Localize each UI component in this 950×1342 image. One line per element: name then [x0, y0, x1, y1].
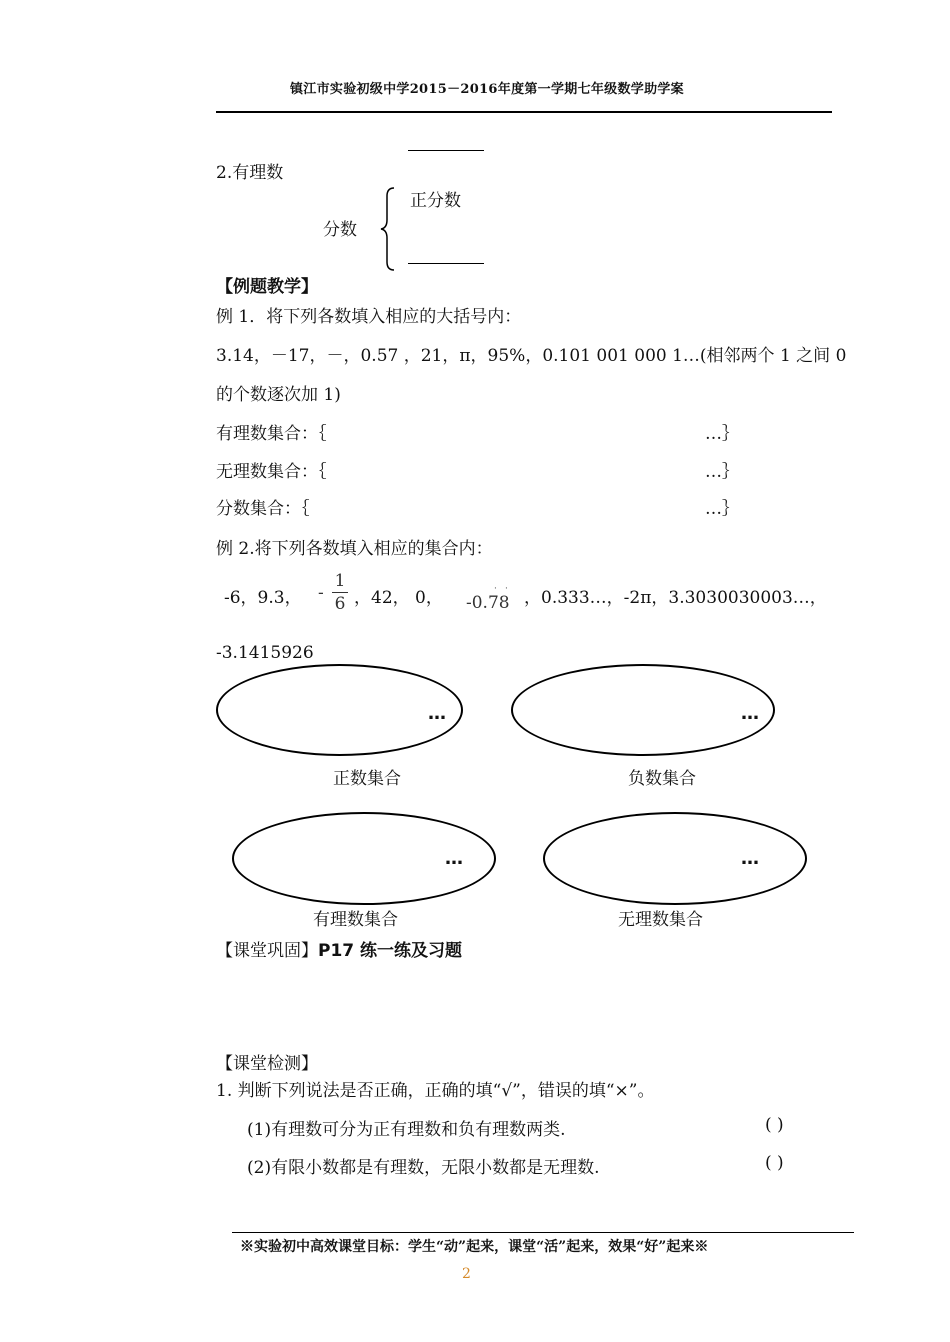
fraction-numerator: 1	[334, 571, 346, 591]
positive-set-ellipse	[216, 664, 463, 756]
example2-numbers-part-a: -6，9.3，	[224, 588, 302, 608]
positive-fraction-label: 正分数	[410, 191, 461, 211]
irrational-set-end: …｝	[705, 462, 739, 482]
repeating-decimal-value: -0.78	[466, 593, 510, 613]
negative-set-ellipse	[511, 664, 775, 756]
quiz-heading: 【课堂检测】	[216, 1054, 318, 1074]
quiz-question-1: 1. 判断下列说法是否正确，正确的填“√”，错误的填“×”。	[216, 1081, 655, 1101]
irrational-set-caption: 无理数集合	[618, 910, 703, 930]
page-header-title: 镇江市实验初级中学2015－2016年度第一学期七年级数学助学案	[290, 82, 684, 97]
example1-numbers: 3.14，－17，－，0.57 ，21，π，95%，0.101 001 000 1…(相邻两个 1 之间 0	[216, 346, 847, 366]
consolidation-bracket: 【课堂巩固】	[216, 941, 318, 961]
fraction-one-sixth	[332, 572, 348, 613]
footer-rule	[232, 1232, 854, 1233]
example2-numbers-part-b: ，42， 0，	[354, 588, 443, 608]
repeating-decimal	[466, 584, 518, 618]
example2-prompt: 例 2.将下列各数填入相应的集合内：	[216, 539, 493, 559]
quiz-item-2-answer: ( )	[765, 1153, 784, 1173]
answer-blank-negative-fraction	[408, 263, 484, 264]
footer-motto: ※实验初中高效课堂目标：学生“动”起来，课堂“活”起来，效果“好”起来※	[240, 1239, 709, 1255]
repeating-dot-1: ·	[494, 584, 497, 594]
irrational-set-dots: …	[741, 848, 759, 869]
example1-numbers-cont: 的个数逐次加 1)	[216, 385, 341, 405]
positive-set-dots: …	[428, 703, 446, 724]
irrational-set-label: 无理数集合：｛	[216, 462, 327, 482]
example1-prompt: 例 1．将下列各数填入相应的大括号内：	[216, 307, 522, 327]
quiz-item-1-answer: ( )	[765, 1115, 784, 1135]
rational-set-label: 有理数集合：｛	[216, 424, 327, 444]
fraction-sign: -	[318, 583, 324, 603]
repeating-dot-2: ·	[505, 584, 508, 594]
quiz-item-2: (2)有限小数都是有理数，无限小数都是无理数.	[247, 1158, 600, 1178]
irrational-set-ellipse	[543, 812, 807, 905]
positive-set-caption: 正数集合	[333, 769, 401, 789]
consolidation-text: P17 练一练及习题	[318, 941, 463, 961]
fraction-bar	[332, 592, 348, 593]
rational-set-dots: …	[445, 848, 463, 869]
fraction-set-end: …｝	[705, 499, 739, 519]
quiz-item-1: (1)有理数可分为正有理数和负有理数两类.	[247, 1120, 566, 1140]
negative-set-caption: 负数集合	[628, 769, 696, 789]
header-rule	[216, 111, 832, 113]
fraction-label: 分数	[323, 220, 357, 240]
rational-set-end: …｝	[705, 424, 739, 444]
consolidation-heading	[216, 936, 462, 961]
example2-numbers-part-c: ，0.333…，-2π，3.3030030003…，	[524, 588, 827, 608]
page-number: 2	[462, 1266, 471, 1282]
example-heading: 【例题教学】	[216, 277, 318, 297]
curly-brace	[378, 186, 400, 272]
fraction-set-label: 分数集合：｛	[216, 499, 310, 519]
fraction-denominator: 6	[334, 594, 346, 614]
example2-numbers-line2: -3.1415926	[216, 643, 314, 663]
rational-set-caption: 有理数集合	[313, 910, 398, 930]
negative-set-dots: …	[741, 703, 759, 724]
answer-blank-top	[408, 150, 484, 151]
section-title: 2.有理数	[216, 163, 284, 183]
